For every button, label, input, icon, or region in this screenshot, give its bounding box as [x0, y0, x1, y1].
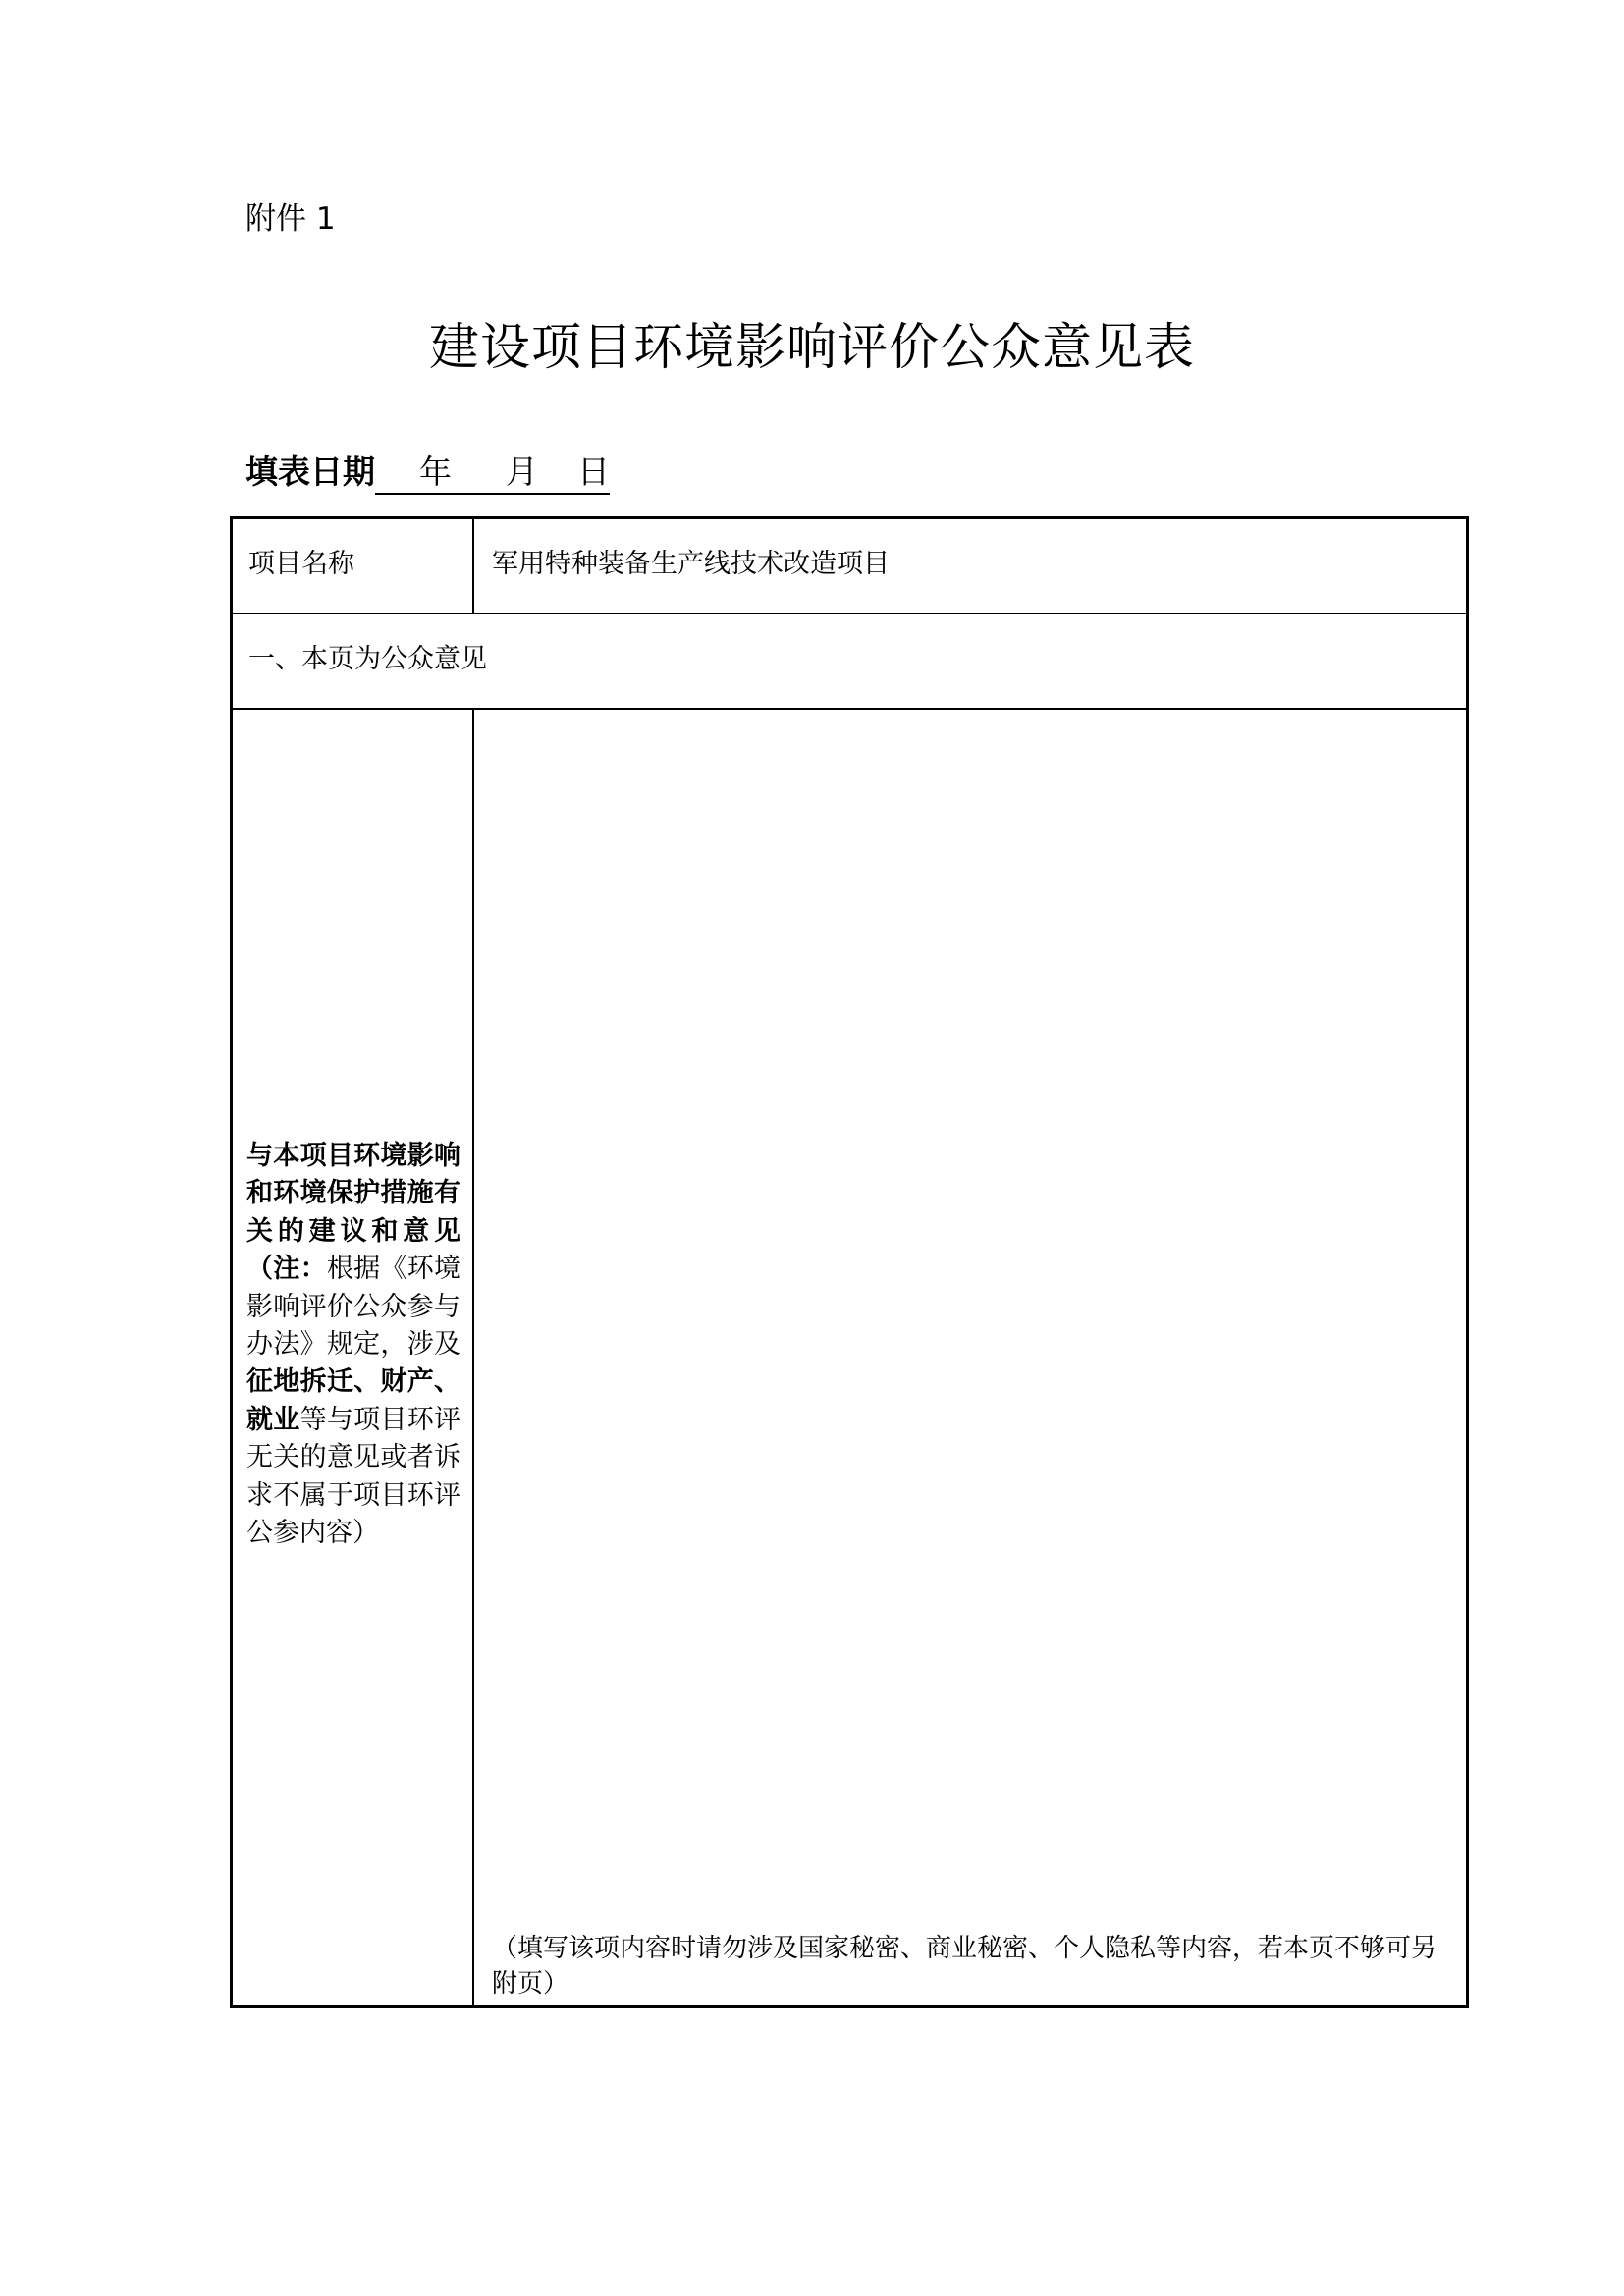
section-heading-row — [233, 614, 1466, 710]
public-opinion-form-table — [230, 516, 1469, 2008]
attachment-label: 附件 1 — [245, 201, 336, 237]
opinion-label-part2: 根据《环境影响评价公众参与办法》规定，涉及 — [246, 1254, 461, 1361]
month-blank[interactable] — [452, 450, 506, 495]
project-name-value-cell — [474, 519, 1466, 613]
opinion-input-area[interactable] — [474, 710, 1466, 1937]
opinion-row — [233, 710, 1466, 2005]
year-blank[interactable] — [375, 450, 419, 495]
opinion-label-part4: 等与项目环评无关的意见或者诉求不属于项目环评公参内容） — [246, 1404, 461, 1549]
fill-date-line — [245, 450, 610, 495]
privacy-note: （填写该项内容时请勿涉及国家秘密、商业秘密、个人隐私等内容，若本页不够可另附页） — [492, 1934, 1437, 1999]
opinion-label — [246, 1138, 460, 1552]
opinion-label-part3: 征地拆迁、财产、就业 — [246, 1366, 460, 1435]
day-unit: 日 — [577, 450, 610, 495]
month-unit: 月 — [506, 450, 538, 495]
page-title: 建设项目环境影响评价公众意见表 — [428, 319, 1195, 377]
project-name-label-cell — [233, 519, 474, 613]
opinion-label-part1: 与本项目环境影响和环境保护措施有关的建议和意见（注： — [246, 1141, 460, 1285]
section-heading: 一、本页为公众意见 — [248, 644, 487, 674]
project-name-row — [233, 519, 1466, 614]
day-blank[interactable] — [538, 450, 577, 495]
opinion-value-cell — [474, 710, 1466, 2005]
fill-date-label: 填表日期 — [245, 453, 375, 491]
opinion-label-cell — [233, 710, 474, 2005]
project-name-value: 军用特种装备生产线技术改造项目 — [492, 549, 890, 579]
project-name-label: 项目名称 — [248, 549, 354, 579]
year-unit: 年 — [419, 450, 452, 495]
